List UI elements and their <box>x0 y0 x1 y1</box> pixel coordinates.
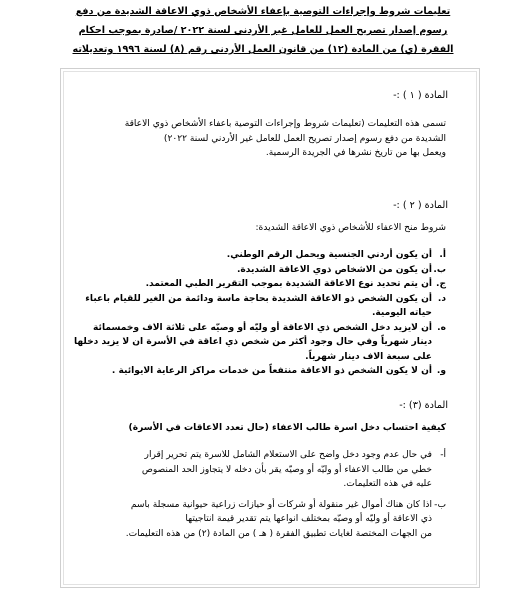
condition-item <box>101 248 446 263</box>
condition-item <box>101 277 446 292</box>
condition-item <box>93 321 446 336</box>
item-text: أن لا يكون الشخص ذو الاعاقة منتفعاً من خدمات مراكز الرعاية الايوائية . <box>111 366 432 376</box>
item-text-continued: ذي الاعاقة أو وليّه أو وصيّه بمختلف انواعها يتم تقدير قيمة انتاجيتها <box>185 514 432 524</box>
item-text-continued: عليه في هذه التعليمات. <box>343 479 432 489</box>
item-text-continued: على سبعة الاف دينار شهرياً. <box>305 351 432 362</box>
item-text: أن يكون أردني الجنسية ويحمل الرقم الوطني. <box>226 250 432 260</box>
item-marker: ب- <box>434 499 446 510</box>
article-1-line: الشديدة من دفع رسوم إصدار تصريح العمل للعامل غير الأردني لسنة ٢٠٢٢) <box>163 133 446 144</box>
item-text: أن لايزيد دخل الشخص ذي الاعاقة أو وليّه أو وصيّه على ثلاثة الاف وخمسمائة <box>93 322 432 333</box>
item-text-continued: دينار شهرياً وفي حال وجود أكثر من شخص ذي اعاقة في الأسرة ان لا يزيد دخلها <box>73 337 432 347</box>
article-2-conditions <box>73 248 446 379</box>
item-marker: أ- <box>440 450 446 460</box>
condition-item <box>85 292 446 307</box>
item-marker: أ. <box>439 250 446 260</box>
item-marker: ب. <box>433 264 446 275</box>
document-title <box>18 2 508 59</box>
item-text: أن يكون الشخص ذو الاعاقة الشديدة بحاجة ماسة ودائمة من الغير للقيام باعباء <box>85 293 432 304</box>
item-marker: و. <box>436 366 446 376</box>
article-2-heading: المادة ( ٢ ) :- <box>393 200 448 211</box>
article-2-intro: شروط منح الاعفاء للأشخاص ذوي الاعاقة الشديدة: <box>255 223 446 233</box>
income-rule-item <box>101 448 446 463</box>
article-3-intro: كيفية احتساب دخل اسرة طالب الاعفاء (حال تعدد الاعاقات في الأسرة) <box>128 423 446 433</box>
item-text-continued: حياته اليومية. <box>371 308 432 318</box>
article-1-text <box>101 117 446 161</box>
article-3-heading: المادة (٣) :- <box>399 400 448 411</box>
condition-item <box>101 263 446 278</box>
item-marker: د. <box>437 293 446 304</box>
condition-item <box>101 364 446 379</box>
item-marker: ج. <box>435 279 446 289</box>
title-line: تعليمات شروط وإجراءات التوصية بإعفاء الأشخاص ذوي الاعاقة الشديدة من دفع <box>75 6 451 17</box>
item-text-continued: من الجهات المختصة لغايات تطبيق الفقرة ( هـ ) من المادة (٢) من هذه التعليمات. <box>125 528 432 539</box>
article-3-items <box>101 448 446 541</box>
item-text-continued: خطي من طالب الاعفاء أو وليّه أو وصيّه يقر بأن دخله لا يتجاوز الحد المنصوص <box>141 464 432 475</box>
item-text: أن يكون من الاشخاص ذوي الاعاقة الشديدة. <box>236 264 432 275</box>
item-text: أن يتم تحديد نوع الاعاقة الشديدة بموجب التقرير الطبي المعتمد. <box>145 279 432 289</box>
article-1-line: تسمى هذه التعليمات (تعليمات شروط وإجراءات التوصية باعفاء الأشخاص ذوي الاعاقة <box>124 119 446 129</box>
article-1-heading: المادة ( ١ ) :- <box>393 90 448 101</box>
item-text: في حال عدم وجود دخل واضح على الاستعلام الشامل للاسرة يتم تحرير إقرار <box>144 450 432 460</box>
item-marker: ه. <box>437 322 446 333</box>
item-text: اذا كان هناك أموال غير منقولة أو شركات أو حيازات زراعية حيوانية مسجلة باسم <box>130 499 432 510</box>
article-1-line: ويعمل بها من تاريخ نشرها في الجريدة الرسمية. <box>265 148 446 158</box>
title-line: رسوم إصدار تصريح العمل للعامل غير الأردني لسنة ٢٠٢٢ /صادرة بموجب احكام <box>78 25 448 36</box>
title-line: الفقرة (ي) من المادة (١٢) من قانون العمل الأردني رقم (٨) لسنة ١٩٩٦ وتعديلاته <box>72 44 454 55</box>
income-rule-item <box>101 498 446 513</box>
